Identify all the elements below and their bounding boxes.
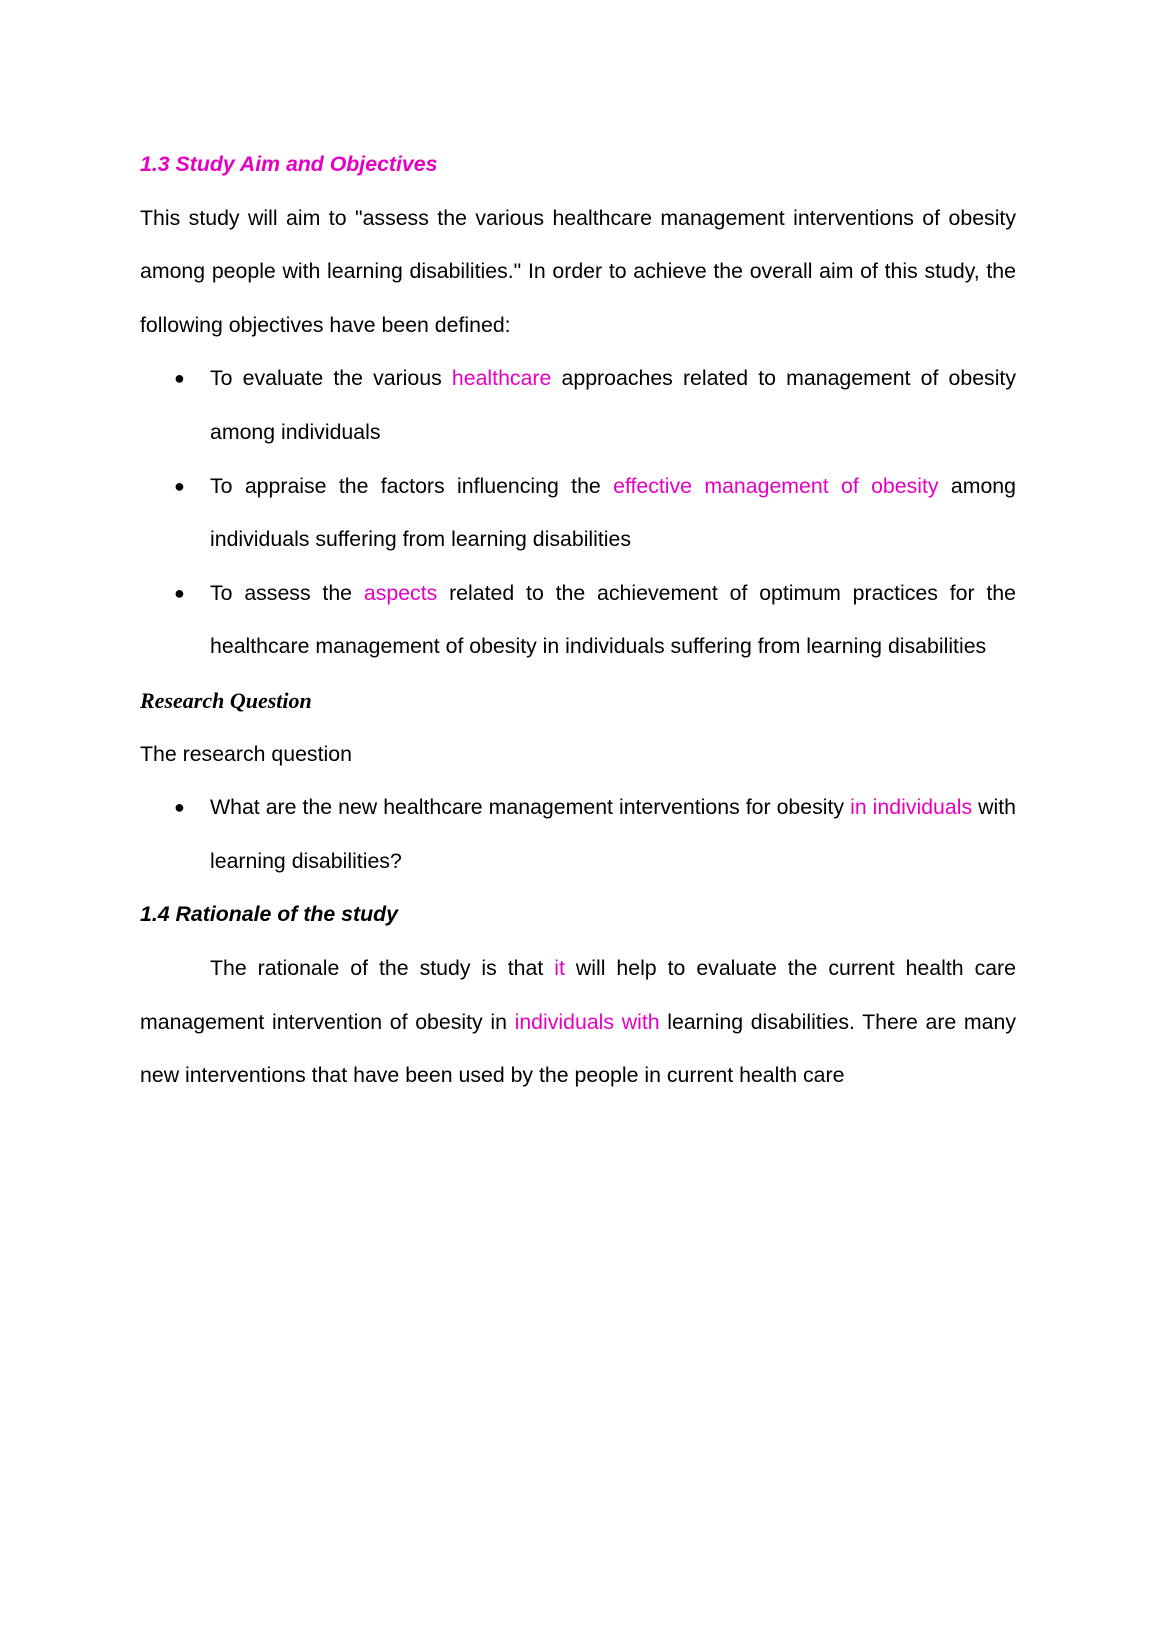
bullet-icon: ● [174, 368, 185, 389]
section-heading-1-3: 1.3 Study Aim and Objectives [140, 152, 438, 176]
objective-item: ● To appraise the factors influencing the effective management of obesity among individuals suffering from learning disabilities [140, 460, 1016, 567]
document-page [140, 138, 1016, 1103]
research-question-heading: Research Question [140, 687, 312, 713]
bullet-icon: ● [174, 582, 185, 603]
research-intro: The research question [140, 741, 352, 766]
questions-list [140, 781, 1016, 888]
bullet-icon: ● [174, 797, 185, 818]
objective-item: ● To evaluate the various healthcare approaches related to management of obesity among individuals [140, 352, 1016, 459]
objectives-list [140, 352, 1016, 674]
question-item: ● What are the new healthcare management interventions for obesity in individuals with learning disabilities? [140, 781, 1016, 888]
bullet-icon: ● [174, 475, 185, 496]
aim-paragraph: This study will aim to "assess the various healthcare management interventions of obesity among people with learning disabilities." In order to achieve the overall aim of this study, the following objectives have been defined: [140, 205, 1016, 337]
rationale-paragraph: The rationale of the study is that it will help to evaluate the current health care management intervention of obesity in individuals with learning disabilities. There are many new interventions that have been used by the people in current health care [140, 955, 1017, 1088]
objective-item: ● To assess the aspects related to the achievement of optimum practices for the healthcare management of obesity in individuals suffering from learning disabilities [140, 567, 1016, 674]
section-heading-1-4: 1.4 Rationale of the study [140, 902, 398, 927]
